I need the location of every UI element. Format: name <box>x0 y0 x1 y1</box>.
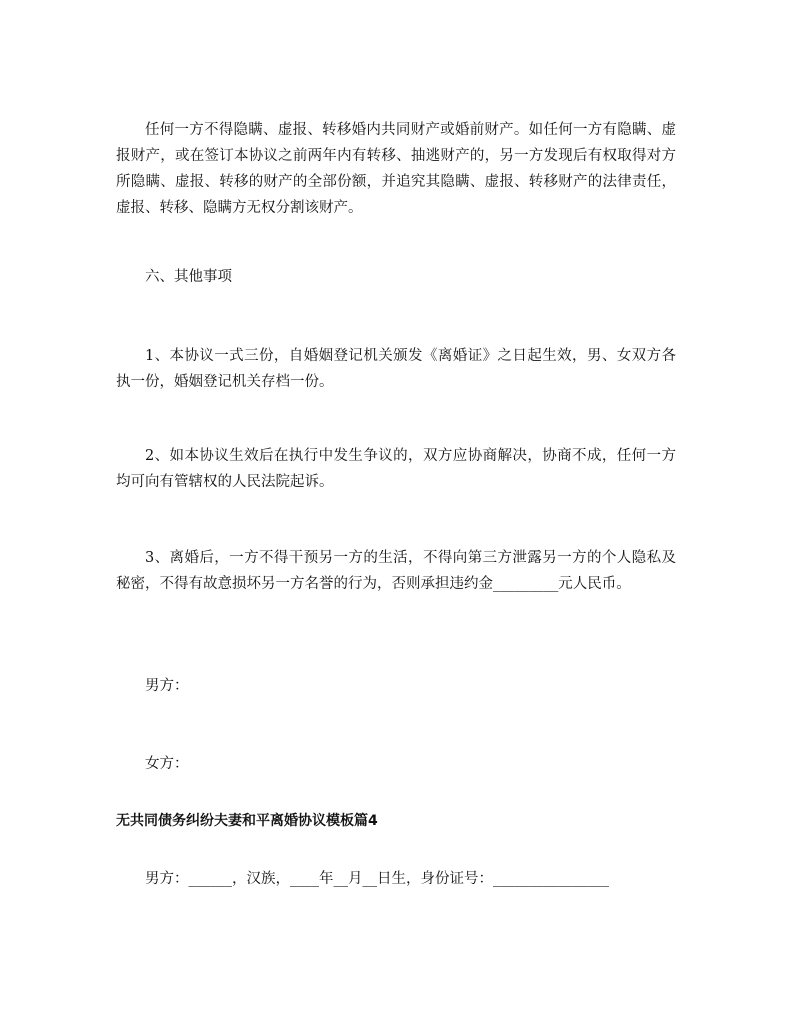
paragraph-clause-1: 1、本协议一式三份，自婚姻登记机关颁发《离婚证》之日起生效，男、女双方各执一份，婚姻登记机关存档一份。 <box>116 348 676 390</box>
paragraph-property-concealment: 任何一方不得隐瞒、虚报、转移婚内共同财产或婚前财产。如任何一方有隐瞒、虚报财产，或在签订本协议之前两年内有转移、抽逃财产的，另一方发现后有权取得对方所隐瞒、虚报、转移的财产的全部份额，并追究其隐瞒、虚报、转移财产的法律责任，虚报、转移、隐瞒方无权分割该财产。 <box>116 122 676 216</box>
paragraph-clause-2: 2、如本协议生效后在执行中发生争议的，双方应协商解决，协商不成，任何一方均可向有管辖权的人民法院起诉。 <box>116 448 676 490</box>
signature-male-party: 男方： <box>145 678 189 694</box>
template-title: 无共同债务纠纷夫妻和平离婚协议模板篇4 <box>116 813 378 829</box>
signature-female-party: 女方： <box>145 756 189 772</box>
section-heading-other-matters: 六、其他事项 <box>145 269 232 285</box>
male-party-info-line: 男方：______，汉族，____年__月__日生，身份证号：________________ <box>145 871 609 887</box>
paragraph-clause-3: 3、离婚后，一方不得干预另一方的生活，不得向第三方泄露另一方的个人隐私及秘密，不得有故意损坏另一方名誉的行为，否则承担违约金_________元人民币。 <box>116 550 676 592</box>
